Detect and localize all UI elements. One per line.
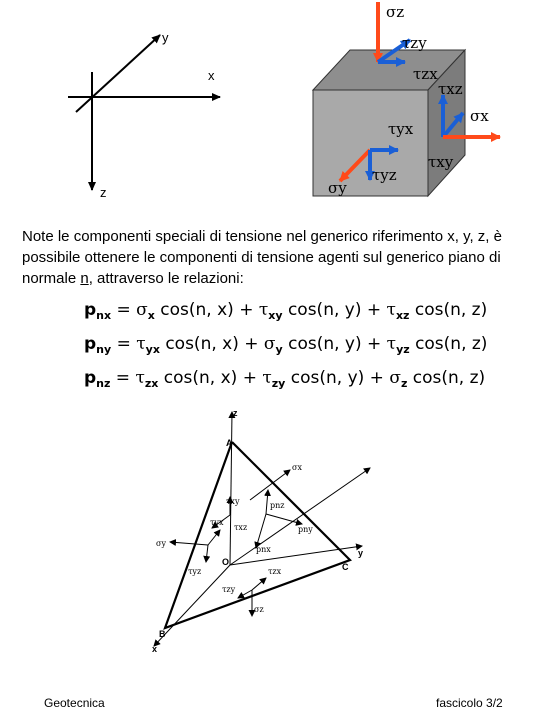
tau-xy-label: τxy bbox=[226, 497, 240, 506]
eq-term3-sub: xz bbox=[395, 309, 410, 322]
y-axis-label: y bbox=[162, 30, 169, 45]
eq-cos3: cos(n, z) bbox=[414, 300, 488, 320]
sigma-x-label: σx bbox=[470, 107, 489, 125]
eq-term2-sub: zy bbox=[271, 377, 286, 390]
eq-lhs-sub: nx bbox=[96, 309, 112, 322]
eq-term2-symbol: τ bbox=[258, 300, 269, 320]
intro-paragraph bbox=[22, 226, 522, 289]
eq-lhs: p bbox=[84, 368, 97, 388]
axis-y-label: y bbox=[358, 548, 364, 558]
eq-cos1: cos(n, x) bbox=[163, 368, 238, 388]
footer-right: fascicolo 3/2 bbox=[436, 696, 503, 710]
normal-n bbox=[230, 468, 370, 565]
tau-xy-label: τxy bbox=[428, 153, 454, 171]
eq-term3-symbol: σ bbox=[389, 368, 401, 388]
equation-pny: $p_{ny} = \tau_{yx}$ cos(n, $x) + \sigma_y$ cos(n, $y) + \tau_{yz}$ cos(n, z) bbox=[84, 334, 488, 356]
eq-term1-symbol: σ bbox=[136, 300, 148, 320]
axes-group bbox=[68, 35, 220, 190]
eq-term1-symbol: τ bbox=[136, 334, 146, 354]
tau-zx-label: τzx bbox=[413, 65, 438, 83]
sigma-z-label: σz bbox=[386, 3, 405, 21]
tau-yx-label: τyx bbox=[210, 518, 224, 527]
eq-lhs-sub: nz bbox=[96, 377, 111, 390]
stress-cube-figure bbox=[0, 0, 540, 215]
eq-lhs-sub: ny bbox=[96, 343, 112, 356]
eq-term3-sub: z bbox=[400, 377, 408, 390]
paragraph-underlined-n: n bbox=[80, 270, 89, 287]
tau-zy-label: τzy bbox=[402, 34, 427, 52]
tau-yx-label: τyx bbox=[388, 120, 414, 138]
tau-xz-label: τxz bbox=[438, 80, 463, 98]
eq-term2-symbol: σ bbox=[263, 334, 276, 354]
p-nx-label: pnx bbox=[256, 545, 271, 554]
tau-yz-vector bbox=[206, 545, 208, 562]
eq-term3-symbol: τ bbox=[386, 334, 397, 354]
axis-z-label: z bbox=[233, 408, 238, 418]
point-a-label: A bbox=[226, 438, 233, 448]
tau-yx-vector bbox=[208, 530, 220, 545]
tau-yz-label: τyz bbox=[188, 567, 202, 576]
eq-term1-sub: zx bbox=[144, 377, 159, 390]
eq-cos2: cos(n, y) bbox=[287, 300, 362, 320]
paragraph-text-after: , attraverso le relazioni: bbox=[88, 270, 244, 287]
x-axis-label: x bbox=[208, 68, 215, 83]
tau-xz-label: τxz bbox=[234, 523, 248, 532]
eq-term3-sub: yz bbox=[396, 343, 410, 356]
eq-cos1: cos(n, x) bbox=[160, 300, 234, 320]
eq-cos3: cos(n, z) bbox=[415, 334, 488, 354]
eq-cos2: cos(n, y) bbox=[288, 334, 362, 354]
sigma-x-label: σx bbox=[292, 463, 302, 472]
sigma-z-label: σz bbox=[254, 605, 264, 614]
eq-cos3: cos(n, z) bbox=[412, 368, 486, 388]
eq-term1-sub: yx bbox=[145, 343, 160, 356]
tetra-point-labels bbox=[152, 408, 363, 654]
eq-term1-symbol: τ bbox=[135, 368, 145, 388]
paragraph-text-before: Note le componenti speciali di tensione nel generico riferimento x, y, z, è possibile ottenere le componenti di tensione agenti sul generico piano di normale bbox=[22, 228, 502, 287]
tetra-stress-labels bbox=[156, 463, 313, 614]
eq-term1-sub: x bbox=[147, 309, 155, 322]
eq-cos2: cos(n, y) bbox=[290, 368, 365, 388]
equation-pnx: $p_{nx} = \sigma_x$ cos(n, $x) + \tau_{xy}$ cos(n, $y) + \tau_{xz}$ cos(n, z) bbox=[84, 300, 488, 322]
sigma-y-label: σy bbox=[156, 539, 166, 548]
p-ny-label: pny bbox=[298, 525, 313, 534]
tau-zx-vector bbox=[252, 578, 266, 590]
p-nz-vector bbox=[266, 490, 268, 514]
axis-x-label: x bbox=[152, 644, 158, 654]
tau-zx-label: τzx bbox=[268, 567, 282, 576]
eq-lhs: p bbox=[84, 334, 97, 354]
p-nz-label: pnz bbox=[270, 501, 285, 510]
sigma-y-label: σy bbox=[328, 179, 347, 197]
equation-pnz: $p_{nz} = \tau_{zx}$ cos(n, $x) + \tau_{zy}$ cos(n, $y) + \sigma_z$ cos(n, z) bbox=[84, 368, 486, 390]
z-axis-label: z bbox=[100, 185, 107, 200]
tetrahedron-figure bbox=[130, 400, 390, 660]
eq-term2-sub: y bbox=[275, 343, 283, 356]
eq-cos1: cos(n, x) bbox=[165, 334, 239, 354]
tau-yz-label: τyz bbox=[372, 166, 397, 184]
z-axis bbox=[230, 412, 232, 565]
footer-left: Geotecnica bbox=[44, 696, 105, 710]
point-c-label: C bbox=[342, 562, 349, 572]
eq-term2-sub: xy bbox=[268, 309, 283, 322]
face-outline bbox=[165, 442, 350, 628]
point-b-label: B bbox=[159, 629, 166, 639]
sigma-y-vector bbox=[170, 542, 208, 545]
point-o-label: O bbox=[222, 557, 230, 567]
y-axis-arrow bbox=[76, 35, 160, 112]
tau-zy-label: τzy bbox=[222, 585, 236, 594]
p-nx-vector bbox=[256, 514, 266, 548]
tetrahedron-edges bbox=[165, 442, 350, 628]
eq-term3-symbol: τ bbox=[386, 300, 396, 320]
eq-lhs: p bbox=[84, 300, 97, 320]
eq-term2-symbol: τ bbox=[262, 368, 272, 388]
